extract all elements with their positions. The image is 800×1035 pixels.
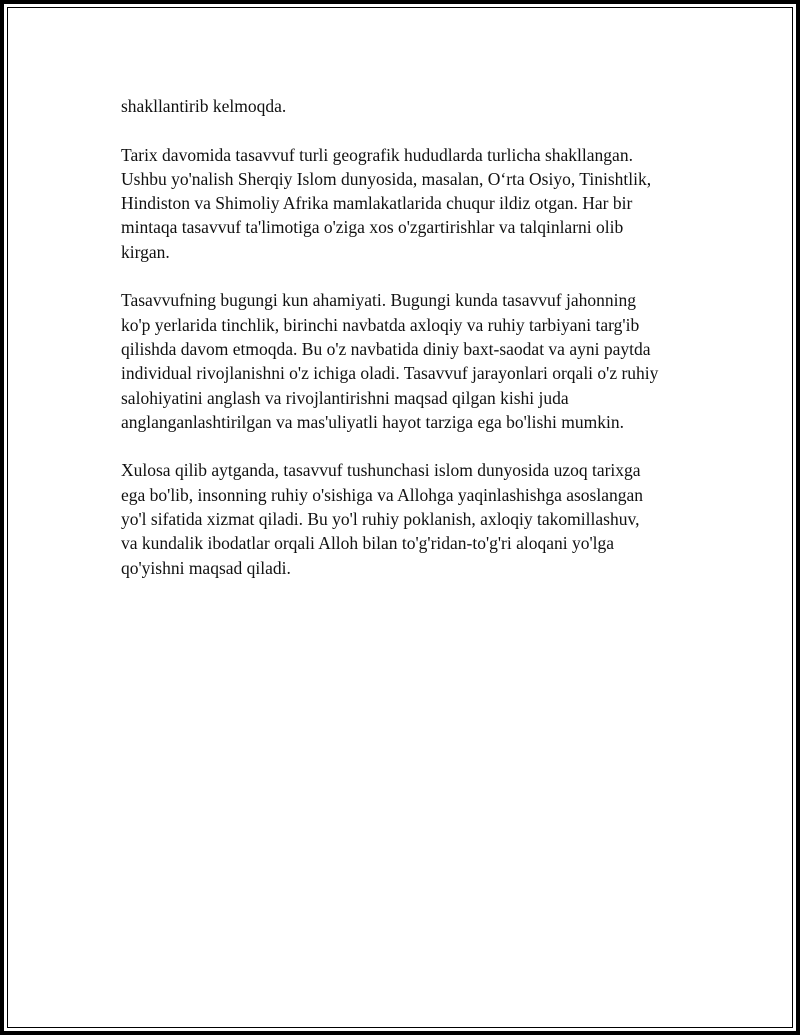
paragraph-significance: Tasavvufning bugungi kun ahamiyati. Bugungi kunda tasavvuf jahonning ko'p yerlarida tinchlik, birinchi navbatda axloqiy va ruhiy tarbiyani targ'ib qilishda davom etmoqda. Bu o'z navbatida diniy baxt-saodat va ayni paytda individual rivojlanishni o'z ichiga oladi. Tasavvuf jarayonlari orqali o'z ruhiy salohiyatini anglash va rivojlantirishni maqsad qilgan kishi juda anglanganlashtirilgan va mas'uliyatli hayot tarziga ega bo'lishi mumkin. xyxy=(121,290,659,432)
document-body xyxy=(121,94,681,604)
paragraph-continuation: shakllantirib kelmoqda. xyxy=(121,96,287,116)
paragraph-conclusion: Xulosa qilib aytganda, tasavvuf tushunchasi islom dunyosida uzoq tarixga ega bo'lib, insonning ruhiy o'sishiga va Allohga yaqinlashishga asoslangan yo'l sifatida xizmat qiladi. Bu yo'l ruhiy poklanish, axloqiy takomillashuv, va kundalik ibodatlar orqali Alloh bilan to'g'ridan-to'g'ri aloqani yo'lga qo'yishni maqsad qiladi. xyxy=(121,460,644,578)
paragraph-history: Tarix davomida tasavvuf turli geografik hududlarda turlicha shakllangan. Ushbu yo'nalish Sherqiy Islom dunyosida, masalan, O‘rta Osiyo, Tinishtlik, Hindiston va Shimoliy Afrika mamlakatlarida chuqur ildiz otgan. Har bir mintaqa tasavvuf ta'limotiga o'ziga xos o'zgartirishlar va talqinlarni olib kirgan. xyxy=(121,144,652,262)
